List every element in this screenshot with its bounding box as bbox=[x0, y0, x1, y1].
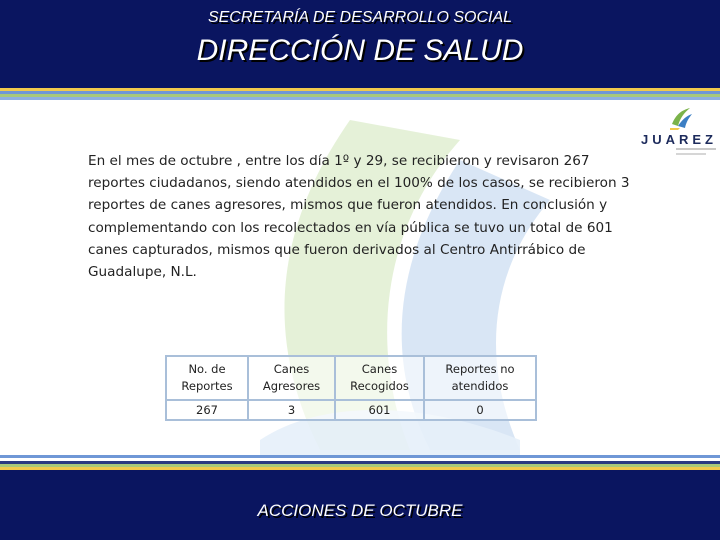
value-cell-recogidos: 601 bbox=[335, 400, 424, 420]
header-stripes bbox=[0, 88, 720, 100]
header-cell-recogidos: Canes Recogidos bbox=[335, 356, 424, 400]
logo-tagline-line bbox=[676, 148, 716, 150]
footer-banner bbox=[0, 470, 720, 540]
header-cell-no-atendidos: Reportes no atendidos bbox=[424, 356, 536, 400]
page-title: DIRECCIÓN DE SALUD bbox=[196, 34, 524, 67]
juarez-logo bbox=[640, 104, 720, 160]
table-header-row bbox=[166, 356, 536, 400]
header-banner bbox=[0, 0, 720, 88]
header-cell-agresores: Canes Agresores bbox=[248, 356, 335, 400]
summary-table bbox=[165, 355, 537, 421]
department-subtitle: SECRETARÍA DE DESARROLLO SOCIAL bbox=[207, 9, 513, 26]
report-paragraph: En el mes de octubre , entre los día 1º y 29, se recibieron y revisaron 267 reportes ciudadanos, siendo atendidos en el 100% de los casos, se recibieron 3 reportes de canes agresores, mismos que fueron atendidos. En conclusión y complementando con los recolectados en vía pública se tuvo un total de 601 canes capturados, mismos que fueron derivados al Centro Antirrábico de Guadalupe, N.L. bbox=[88, 153, 630, 281]
logo-tagline-line bbox=[676, 153, 706, 155]
footer-title: ACCIONES DE OCTUBRE bbox=[257, 501, 463, 520]
footer-stripes bbox=[0, 455, 720, 470]
logo-mark-icon bbox=[668, 104, 694, 130]
value-cell-no-atendidos: 0 bbox=[424, 400, 536, 420]
table-row bbox=[166, 400, 536, 420]
logo-wordmark: JUAREZ bbox=[640, 132, 717, 147]
value-cell-reportes: 267 bbox=[166, 400, 248, 420]
header-cell-reportes: No. de Reportes bbox=[166, 356, 248, 400]
value-cell-agresores: 3 bbox=[248, 400, 335, 420]
